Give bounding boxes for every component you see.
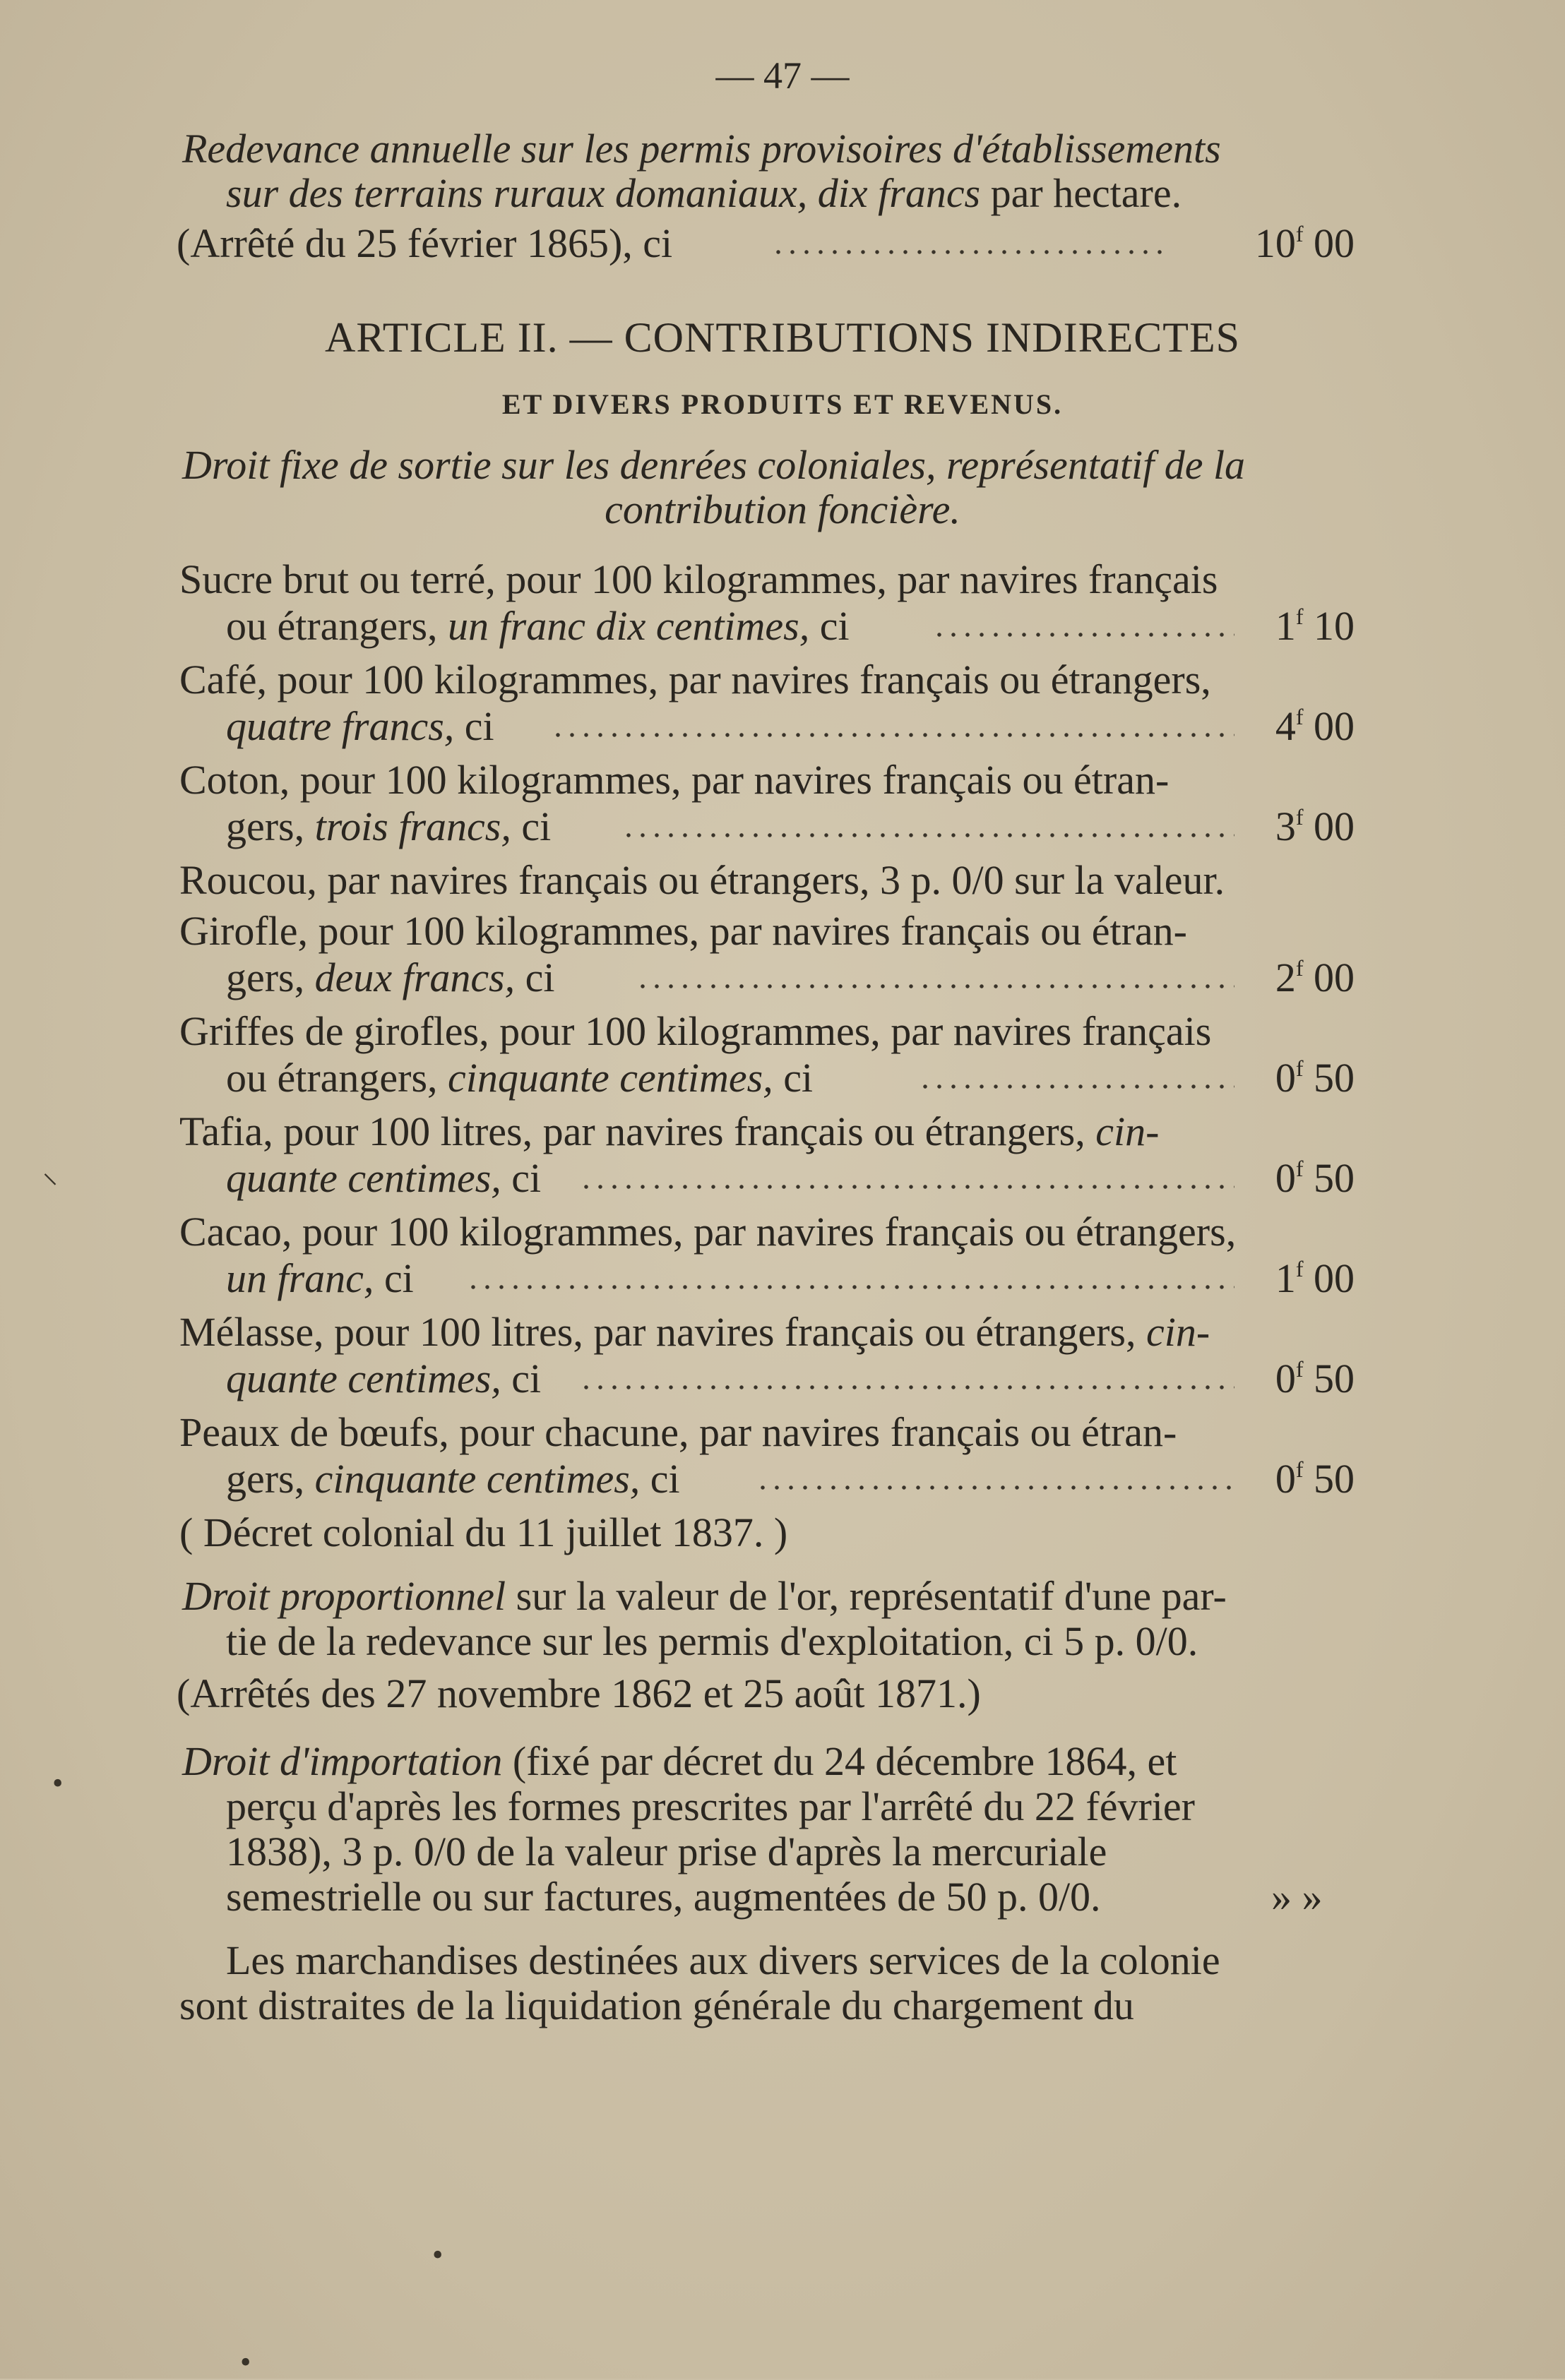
cafe-l2-italic: quatre francs, xyxy=(226,703,455,749)
melasse-l1-plain: Mélasse, pour 100 litres, par navires français ou étrangers, xyxy=(179,1309,1146,1355)
melasse-amount xyxy=(1275,1356,1355,1402)
sucre-amount-row xyxy=(226,603,1355,650)
leader-dots xyxy=(771,250,1164,254)
droit-proportionnel-line-2: tie de la redevance sur les permis d'exploitation, ci 5 p. 0/0. xyxy=(226,1618,1198,1664)
girofle-l2-plain: gers, xyxy=(226,955,315,1000)
leader-dots xyxy=(636,984,1234,988)
redevance-line-2-plain: par hectare. xyxy=(980,170,1182,216)
griffes-line-2 xyxy=(226,1055,813,1101)
leader-dots xyxy=(756,1485,1234,1490)
tafia-line-2 xyxy=(226,1155,541,1202)
droit-importation-line-4: semestrielle ou sur factures, augmentées de 50 p. 0/0. xyxy=(226,1874,1101,1920)
leader-dots xyxy=(918,1084,1234,1089)
peaux-line-1: Peaux de bœufs, pour chacune, par navires français ou étran- xyxy=(179,1409,1177,1455)
amount-unit: f xyxy=(1295,1056,1304,1081)
droit-fixe-line-2: contribution foncière. xyxy=(605,486,960,532)
droit-proportionnel-line-3: (Arrêtés des 27 novembre 1862 et 25 août 1871.) xyxy=(177,1670,981,1716)
article-title: ARTICLE II. — CONTRIBUTIONS INDIRECTES xyxy=(325,314,1240,361)
droit-proportionnel-line-1 xyxy=(182,1573,1227,1619)
girofle-l2-italic: deux francs, xyxy=(314,955,516,1000)
margin-mark: ⸜ xyxy=(42,1155,58,1190)
redevance-amount-row xyxy=(177,220,1355,267)
amount-unit: f xyxy=(1295,704,1304,729)
tafia-l2-ci: ci xyxy=(501,1155,542,1201)
cafe-line-1: Café, pour 100 kilogrammes, par navires français ou étrangers, xyxy=(179,657,1211,702)
amount-integer: 0 xyxy=(1275,1356,1296,1401)
tafia-l2-italic: quante centimes, xyxy=(226,1155,501,1201)
peaux-l2-italic: cinquante centimes, xyxy=(314,1456,641,1502)
cacao-l2-ci: ci xyxy=(374,1255,414,1301)
leader-dots xyxy=(579,1385,1234,1389)
coton-amount xyxy=(1275,803,1355,850)
amount-integer: 0 xyxy=(1275,1456,1296,1502)
sucre-line-2 xyxy=(226,603,850,650)
leader-dots xyxy=(932,633,1234,637)
leader-dots xyxy=(466,1285,1234,1289)
girofle-amount-row xyxy=(226,955,1355,1001)
amount-decimal: 50 xyxy=(1303,1456,1355,1502)
sucre-l2-ci: ci xyxy=(809,603,850,649)
peaux-amount xyxy=(1275,1456,1355,1502)
amount-decimal: 00 xyxy=(1303,220,1355,266)
article-subtitle: ET DIVERS PRODUITS ET REVENUS. xyxy=(501,388,1064,420)
margin-mark: • xyxy=(52,1766,64,1800)
amount-decimal: 50 xyxy=(1303,1356,1355,1401)
amount-integer: 1 xyxy=(1275,1255,1296,1301)
sucre-l2-italic: un franc dix centimes, xyxy=(448,603,810,649)
cacao-l2-italic: un franc, xyxy=(226,1255,374,1301)
amount-integer: 0 xyxy=(1275,1055,1296,1101)
tafia-l1-plain: Tafia, pour 100 litres, par navires français ou étrangers, xyxy=(179,1108,1096,1154)
page-number: — 47 — xyxy=(715,54,850,97)
sucre-line-1: Sucre brut ou terré, pour 100 kilogrammes, par navires français xyxy=(179,556,1218,602)
peaux-amount-row xyxy=(226,1456,1355,1502)
droit-proportionnel-label: Droit proportionnel xyxy=(182,1573,506,1619)
peaux-l2-ci: ci xyxy=(640,1456,680,1502)
droit-importation-marks: » » xyxy=(1271,1874,1323,1920)
droit-importation-label: Droit d'importation xyxy=(182,1738,503,1784)
redevance-line-2 xyxy=(226,170,1182,216)
leader-dots xyxy=(551,733,1234,737)
amount-unit: f xyxy=(1295,955,1304,981)
griffes-line-1: Griffes de girofles, pour 100 kilogrammes, par navires français xyxy=(179,1008,1212,1054)
amount-integer: 3 xyxy=(1275,803,1296,849)
droit-importation-line-2: perçu d'après les formes prescrites par l'arrêté du 22 février xyxy=(226,1783,1195,1829)
cafe-amount-row xyxy=(226,703,1355,750)
marchandises-line-2: sont distraites de la liquidation générale du chargement du xyxy=(179,1983,1134,2028)
amount-integer: 0 xyxy=(1275,1155,1296,1201)
tafia-line-1 xyxy=(179,1108,1160,1154)
amount-integer: 10 xyxy=(1254,220,1296,266)
droit-importation-line-3: 1838), 3 p. 0/0 de la valeur prise d'après la mercuriale xyxy=(226,1829,1107,1874)
melasse-amount-row xyxy=(226,1356,1355,1402)
griffes-l2-ci: ci xyxy=(773,1055,814,1101)
girofle-line-1: Girofle, pour 100 kilogrammes, par navires français ou étran- xyxy=(179,908,1187,954)
droit-proportionnel-l1-plain: sur la valeur de l'or, représentatif d'une par- xyxy=(506,1573,1227,1619)
amount-decimal: 00 xyxy=(1303,803,1355,849)
amount-decimal: 10 xyxy=(1303,603,1355,649)
leader-dots xyxy=(579,1185,1234,1189)
ink-spot: • xyxy=(240,2345,251,2379)
decret-colonial: ( Décret colonial du 11 juillet 1837. ) xyxy=(179,1509,788,1555)
amount-decimal: 50 xyxy=(1303,1155,1355,1201)
ink-spot: • xyxy=(432,2237,444,2272)
griffes-l2-plain: ou étrangers, xyxy=(226,1055,448,1101)
peaux-line-2 xyxy=(226,1456,680,1502)
redevance-amount xyxy=(1255,220,1355,267)
amount-integer: 2 xyxy=(1275,955,1296,1000)
leader-dots xyxy=(621,833,1234,837)
amount-integer: 4 xyxy=(1275,703,1296,749)
amount-unit: f xyxy=(1295,1256,1304,1281)
redevance-line-2-italic: sur des terrains ruraux domaniaux, dix francs xyxy=(226,170,981,216)
amount-unit: f xyxy=(1295,604,1304,629)
amount-decimal: 50 xyxy=(1303,1055,1355,1101)
coton-l2-ci: ci xyxy=(511,803,552,849)
coton-amount-row xyxy=(226,803,1355,850)
droit-importation-line-1 xyxy=(182,1738,1177,1784)
melasse-line-2 xyxy=(226,1356,541,1402)
tafia-l1-italic: cin- xyxy=(1095,1108,1160,1154)
sucre-l2-plain: ou étrangers, xyxy=(226,603,448,649)
cafe-line-2 xyxy=(226,703,494,750)
amount-unit: f xyxy=(1295,1457,1304,1482)
amount-unit: f xyxy=(1295,1356,1304,1382)
coton-l2-italic: trois francs, xyxy=(314,803,511,849)
girofle-l2-ci: ci xyxy=(515,955,555,1000)
amount-decimal: 00 xyxy=(1303,1255,1355,1301)
girofle-amount xyxy=(1275,955,1355,1001)
cacao-line-1: Cacao, pour 100 kilogrammes, par navires français ou étrangers, xyxy=(179,1209,1237,1255)
amount-unit: f xyxy=(1295,1156,1304,1181)
melasse-l2-italic: quante centimes, xyxy=(226,1356,501,1401)
griffes-amount xyxy=(1275,1055,1355,1101)
tafia-amount xyxy=(1275,1155,1355,1202)
griffes-l2-italic: cinquante centimes, xyxy=(448,1055,773,1101)
amount-integer: 1 xyxy=(1275,603,1296,649)
cacao-amount-row xyxy=(226,1255,1355,1302)
cacao-amount xyxy=(1275,1255,1355,1302)
roucou-line-1: Roucou, par navires français ou étrangers, 3 p. 0/0 sur la valeur. xyxy=(179,857,1225,903)
amount-unit: f xyxy=(1295,221,1304,246)
amount-decimal: 00 xyxy=(1303,955,1355,1000)
cafe-amount xyxy=(1275,703,1355,750)
melasse-line-1 xyxy=(179,1309,1210,1355)
coton-l2-plain: gers, xyxy=(226,803,315,849)
griffes-amount-row xyxy=(226,1055,1355,1101)
girofle-line-2 xyxy=(226,955,555,1001)
droit-importation-l1-plain: (fixé par décret du 24 décembre 1864, et xyxy=(502,1738,1177,1784)
peaux-l2-plain: gers, xyxy=(226,1456,315,1502)
coton-line-2 xyxy=(226,803,551,850)
redevance-line-1: Redevance annuelle sur les permis provisoires d'établissements xyxy=(182,126,1221,172)
droit-fixe-line-1: Droit fixe de sortie sur les denrées coloniales, représentatif de la xyxy=(182,442,1246,488)
melasse-l1-italic: cin- xyxy=(1146,1309,1210,1355)
coton-line-1: Coton, pour 100 kilogrammes, par navires français ou étran- xyxy=(179,757,1170,803)
cafe-l2-ci: ci xyxy=(454,703,494,749)
melasse-l2-ci: ci xyxy=(501,1356,542,1401)
amount-unit: f xyxy=(1295,804,1304,830)
amount-decimal: 00 xyxy=(1303,703,1355,749)
sucre-amount xyxy=(1275,603,1355,650)
redevance-line-3: (Arrêté du 25 février 1865), ci xyxy=(177,220,673,266)
cacao-line-2 xyxy=(226,1255,414,1302)
tafia-amount-row xyxy=(226,1155,1355,1202)
marchandises-line-1: Les marchandises destinées aux divers services de la colonie xyxy=(226,1937,1220,1983)
